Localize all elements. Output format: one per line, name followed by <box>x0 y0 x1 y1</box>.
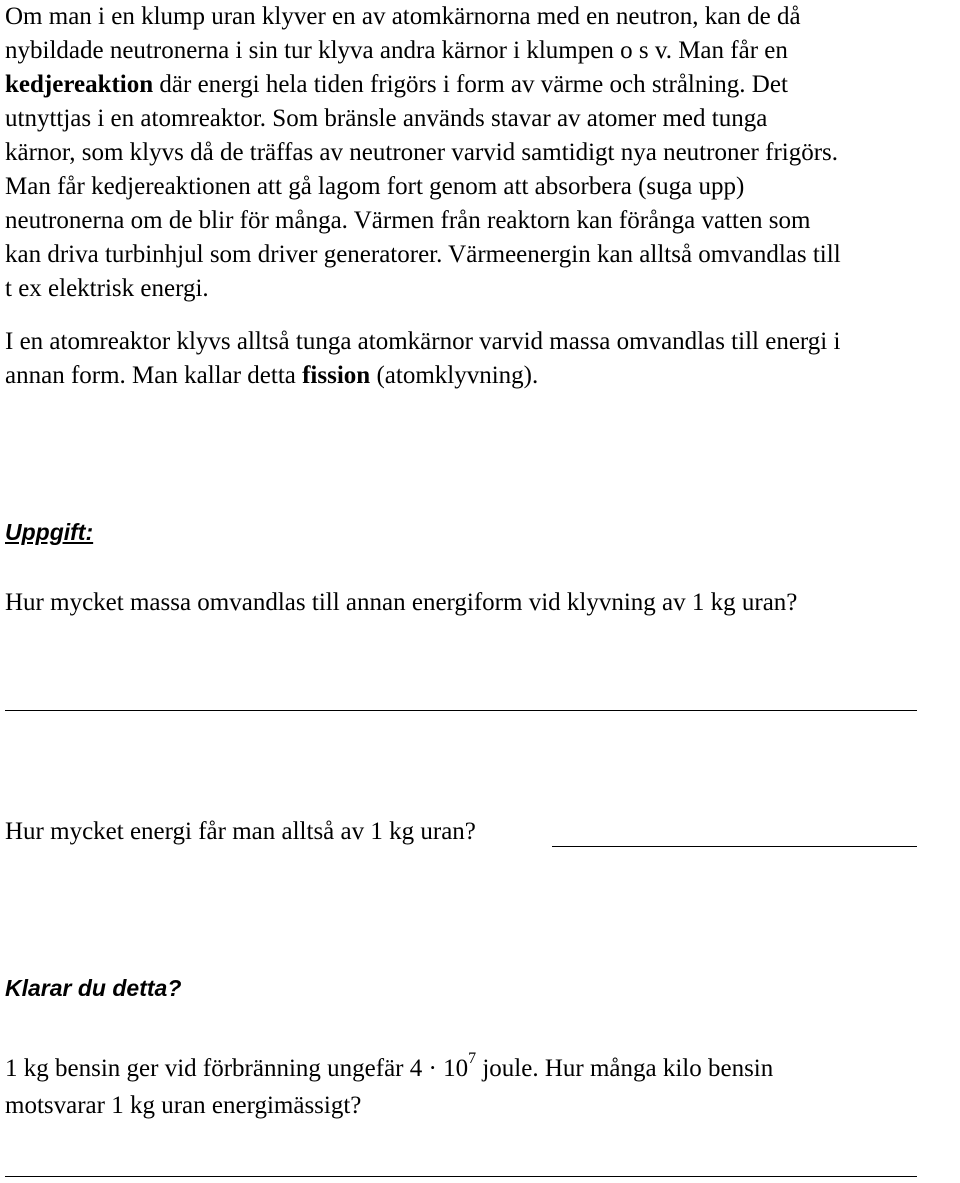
challenge-paragraph <box>5 1052 960 1123</box>
task-heading: Uppgift: <box>5 519 94 545</box>
intro-line: kan driva turbinhjul som driver generatorer. Värmeenergin kan alltså omvandlas till <box>5 241 841 268</box>
intro-line: neutronerna om de blir för många. Värmen från reaktorn kan förånga vatten som <box>5 207 811 234</box>
fission-paragraph <box>5 325 960 393</box>
fission-text: annan form. Man kallar detta <box>5 362 303 389</box>
challenge-line: motsvarar 1 kg uran energimässigt? <box>5 1092 362 1119</box>
challenge-text: 1 kg bensin ger vid förbränning ungefär 4 · 10 <box>5 1055 469 1082</box>
intro-line: Man får kedjereaktionen att gå lagom fort genom att absorbera (suga upp) <box>5 173 745 200</box>
intro-line: t ex elektrisk energi. <box>5 275 209 302</box>
fission-line <box>5 359 960 393</box>
question-2: Hur mycket energi får man alltså av 1 kg uran? <box>5 818 476 845</box>
term-fission: fission <box>302 362 371 389</box>
fission-text: (atomklyvning). <box>370 362 539 389</box>
intro-line <box>5 68 960 102</box>
intro-paragraph <box>5 0 960 306</box>
challenge-heading: Klarar du detta? <box>5 975 182 1001</box>
intro-line: kärnor, som klyvs då de träffas av neutroner varvid samtidigt nya neutroner frigörs. <box>5 139 839 166</box>
challenge-line <box>5 1052 960 1089</box>
answer-line-2[interactable] <box>552 846 917 847</box>
exponent: 7 <box>468 1050 477 1067</box>
fission-line: I en atomreaktor klyvs alltså tunga atomkärnor varvid massa omvandlas till energi i <box>5 328 841 355</box>
question-1: Hur mycket massa omvandlas till annan energiform vid klyvning av 1 kg uran? <box>5 589 798 616</box>
challenge-text: joule. Hur många kilo bensin <box>476 1055 774 1082</box>
intro-line: Om man i en klump uran klyver en av atomkärnorna med en neutron, kan de då <box>5 3 801 30</box>
intro-line: utnyttjas i en atomreaktor. Som bränsle används stavar av atomer med tunga <box>5 105 768 132</box>
intro-line: nybildade neutronerna i sin tur klyva andra kärnor i klumpen o s v. Man får en <box>5 37 788 64</box>
answer-line-3[interactable] <box>5 1176 917 1177</box>
answer-line-1[interactable] <box>5 710 917 711</box>
intro-line-rest: där energi hela tiden frigörs i form av värme och strålning. Det <box>153 71 788 98</box>
term-kedjereaktion: kedjereaktion <box>5 71 154 98</box>
